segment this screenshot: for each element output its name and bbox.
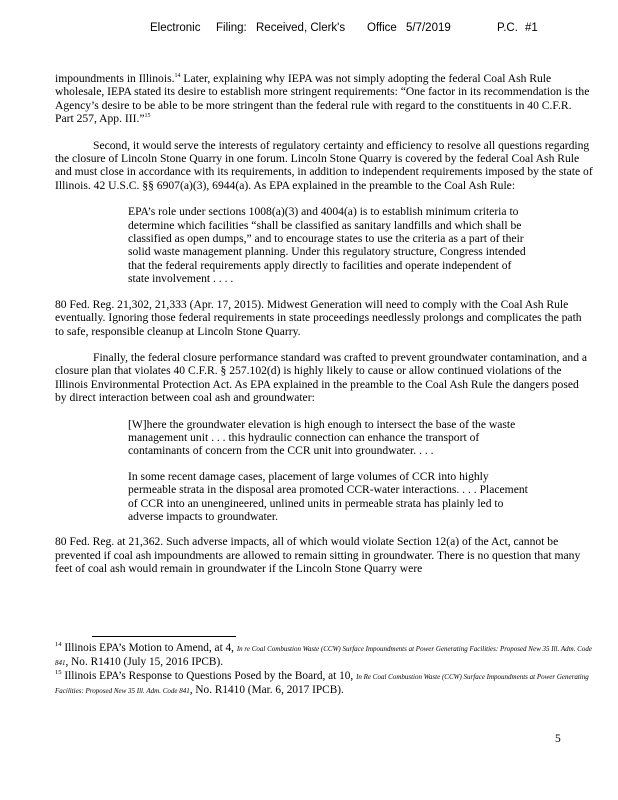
footnote-ref-15: 15 — [144, 113, 151, 120]
footnote-15-case: In Re Coal Combustion Waste (CCW) Surface Impoundments at Power Generating Facilities: Proposed New 35 Ill. Adm. Code 841 — [55, 673, 589, 695]
header-number: #1 — [525, 22, 538, 34]
footnote-14-tail: , No. R1410 (July 15, 2016 IPCB). — [65, 656, 224, 668]
paragraph-3: 80 Fed. Reg. 21,302, 21,333 (Apr. 17, 2015). Midwest Generation will need to comply with the Coal Ash Rule eventually. Ignoring those federal requirements in state proceedings needlessly prolongs and complicates the path to safe, responsible cleanup at Lincoln Stone Quarry. — [55, 297, 582, 338]
header-filing: Filing: — [216, 22, 247, 34]
footnote-14-number: 14 — [55, 641, 62, 649]
footnote-15-tail: , No. R1410 (Mar. 6, 2017 IPCB). — [189, 684, 344, 696]
header-received: Received, Clerk's — [256, 22, 346, 34]
p1-text-a: impoundments in Illinois. — [55, 72, 175, 85]
footnote-15 — [55, 670, 595, 698]
header-pc: P.C. — [497, 22, 518, 34]
p1-text-b: Later, explaining why IEPA was not simply adopting the federal Coal Ash Rule wholesale, IEPA stated its desire to establish more stringent requirements: “One factor in its recommendation is the Agency’s desire to be able to be more stringent than the federal rule with regard to the constituents in 40 C.F.R. Part 257, App. III.” — [55, 72, 590, 126]
header-date: 5/7/2019 — [406, 22, 451, 34]
document-body — [55, 72, 593, 589]
footnote-14-lead: Illinois EPA’s Motion to Amend, at 4, — [64, 642, 235, 654]
footnote-15-lead: Illinois EPA’s Response to Questions Posed by the Board, at 10, — [64, 670, 354, 682]
block-quote-1: EPA’s role under sections 1008(a)(3) and 4004(a) is to establish minimum criteria to determine which facilities “shall be classified as sanitary landfills and which shall be classified as open dumps,” and to encourage states to use the criteria as a part of their solid waste management planning. Under this regulatory structure, Congress intended that the federal requirements apply directly to facilities and operate independent of state involvement . . . . — [128, 205, 526, 286]
page-number: 5 — [555, 733, 561, 745]
block-quote-2a: [W]here the groundwater elevation is high enough to intersect the base of the waste management unit . . . this hydraulic connection can enhance the transport of contaminants of concern from the CCR unit into groundwater. . . . — [128, 417, 516, 458]
paragraph-5: 80 Fed. Reg. at 21,362. Such adverse impacts, all of which would violate Section 12(a) of the Act, cannot be prevented if coal ash impoundments are allowed to remain sitting in groundwater. There is no question that many feet of coal ash would remain in groundwater if the Lincoln Stone Quarry were — [55, 535, 581, 576]
footnote-14-case: In re Coal Combustion Waste (CCW) Surface Impoundments at Power Generating Facilities: Proposed New 35 Ill. Adm. Code 841 — [55, 645, 592, 667]
footnote-ref-14: 14 — [174, 73, 181, 80]
block-quote-2b: In some recent damage cases, placement of large volumes of CCR into highly permeable strata in the disposal area promoted CCR-water interactions. . . . Placement of CCR into an unengineered, unlined units in permeable strata has plainly led to adverse impacts to groundwater. — [128, 469, 528, 523]
paragraph-2: Second, it would serve the interests of regulatory certainty and efficiency to resolve all questions regarding the closure of Lincoln Stone Quarry in one forum. Lincoln Stone Quarry is covered by the federal Coal Ash Rule and must close in accordance with its requirements, in addition to independent requirements imposed by the state of Illinois. 42 U.S.C. §§ 6907(a)(3), 6944(a). As EPA explained in the preamble to the Coal Ash Rule: — [55, 138, 593, 192]
footnotes — [55, 642, 595, 698]
footnote-14 — [55, 642, 595, 670]
paragraph-1 — [55, 72, 593, 126]
header-office: Office — [367, 22, 397, 34]
footnote-separator — [92, 636, 236, 637]
paragraph-4: Finally, the federal closure performance standard was crafted to prevent groundwater contamination, and a closure plan that violates 40 C.F.R. § 257.102(d) is highly likely to cause or allow continued violations of the Illinois Environmental Protection Act. As EPA explained in the preamble to the Coal Ash Rule the dangers posed by direct interaction between coal ash and groundwater: — [55, 350, 588, 405]
header-electronic: Electronic — [150, 22, 201, 34]
footnote-15-number: 15 — [55, 669, 62, 677]
